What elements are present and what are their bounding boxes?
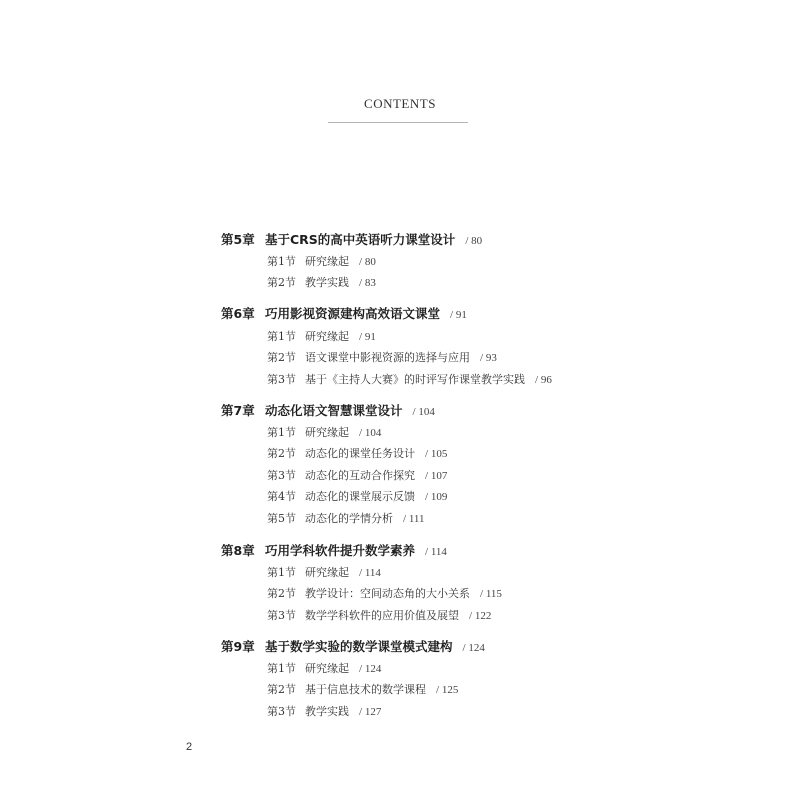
section-entry[interactable] [267,607,491,623]
section-number: 第3节 [267,609,296,622]
chapter-5-entry[interactable] [221,230,482,248]
page-number: / 114 [425,546,447,558]
chapter-title: 动态化语文智慧课堂设计 [265,403,403,418]
section-number: 第2节 [267,683,296,696]
section-entry[interactable] [267,371,552,387]
section-entry[interactable] [267,467,447,483]
chapter-title: 基于CRS的高中英语听力课堂设计 [265,232,456,247]
section-title: 研究缘起 [305,426,349,439]
section-entry[interactable] [267,681,458,697]
section-entry[interactable] [267,274,376,290]
section-title: 基于信息技术的数学课程 [305,683,426,696]
section-title: 动态化的课堂展示反馈 [305,490,415,503]
section-entry[interactable] [267,349,497,365]
page-number: / 91 [450,309,467,321]
page-number: / 104 [413,406,435,418]
section-number: 第1节 [267,426,296,439]
page-number: / 109 [425,491,447,503]
section-number: 第2节 [267,276,296,289]
section-number: 第1节 [267,330,296,343]
page-number: / 80 [359,256,376,268]
chapter-number: 第8章 [221,543,255,558]
page-number: / 105 [425,448,447,460]
section-entry[interactable] [267,510,425,526]
page-number: / 122 [469,610,491,622]
page-number: / 96 [535,374,552,386]
section-entry[interactable] [267,660,381,676]
section-number: 第2节 [267,447,296,460]
section-entry[interactable] [267,328,376,344]
chapter-number: 第7章 [221,403,255,418]
section-number: 第3节 [267,705,296,718]
chapter-number: 第6章 [221,306,255,321]
page-number: / 127 [359,706,381,718]
chapter-8-entry[interactable] [221,541,447,559]
page-number: / 83 [359,277,376,289]
chapter-7-entry[interactable] [221,401,435,419]
section-number: 第5节 [267,512,296,525]
section-title: 教学实践 [305,276,349,289]
chapter-title: 巧用学科软件提升数学素养 [265,543,416,558]
section-title: 动态化的互动合作探究 [305,469,415,482]
section-number: 第2节 [267,587,296,600]
section-entry[interactable] [267,488,447,504]
section-title: 研究缘起 [305,662,349,675]
page-number: / 91 [359,331,376,343]
chapter-number: 第9章 [221,639,255,654]
section-title: 数学学科软件的应用价值及展望 [305,609,459,622]
section-number: 第1节 [267,255,296,268]
chapter-9-entry[interactable] [221,637,485,655]
section-entry[interactable] [267,445,447,461]
section-entry[interactable] [267,564,381,580]
folio-page-number: 2 [186,741,193,753]
section-title: 动态化的学情分析 [305,512,393,525]
page-number: / 111 [403,513,425,525]
section-title: 教学实践 [305,705,349,718]
page-number: / 124 [359,663,381,675]
page-title: CONTENTS [364,96,436,111]
section-title: 动态化的课堂任务设计 [305,447,415,460]
section-number: 第2节 [267,351,296,364]
page-number: / 80 [465,235,482,247]
section-entry[interactable] [267,424,381,440]
section-title: 研究缘起 [305,255,349,268]
section-entry[interactable] [267,703,381,719]
chapter-number: 第5章 [221,232,255,247]
page-number: / 124 [463,642,485,654]
page-number: / 125 [436,684,458,696]
page-number: / 104 [359,427,381,439]
section-number: 第3节 [267,469,296,482]
chapter-6-entry[interactable] [221,304,467,322]
section-number: 第1节 [267,662,296,675]
section-number: 第4节 [267,490,296,503]
section-title: 语文课堂中影视资源的选择与应用 [305,351,470,364]
section-title: 研究缘起 [305,566,349,579]
section-number: 第3节 [267,373,296,386]
section-entry[interactable] [267,585,502,601]
page-number: / 107 [425,470,447,482]
section-number: 第1节 [267,566,296,579]
section-title: 研究缘起 [305,330,349,343]
chapter-title: 巧用影视资源建构高效语文课堂 [265,306,441,321]
section-title: 基于《主持人大赛》的时评写作课堂教学实践 [305,373,525,386]
page-number: / 93 [480,352,497,364]
section-entry[interactable] [267,253,376,269]
page-number: / 114 [359,567,381,579]
chapter-title: 基于数学实验的数学课堂模式建构 [265,639,453,654]
page-number: / 115 [480,588,502,600]
section-title: 教学设计：空间动态角的大小关系 [305,587,470,600]
